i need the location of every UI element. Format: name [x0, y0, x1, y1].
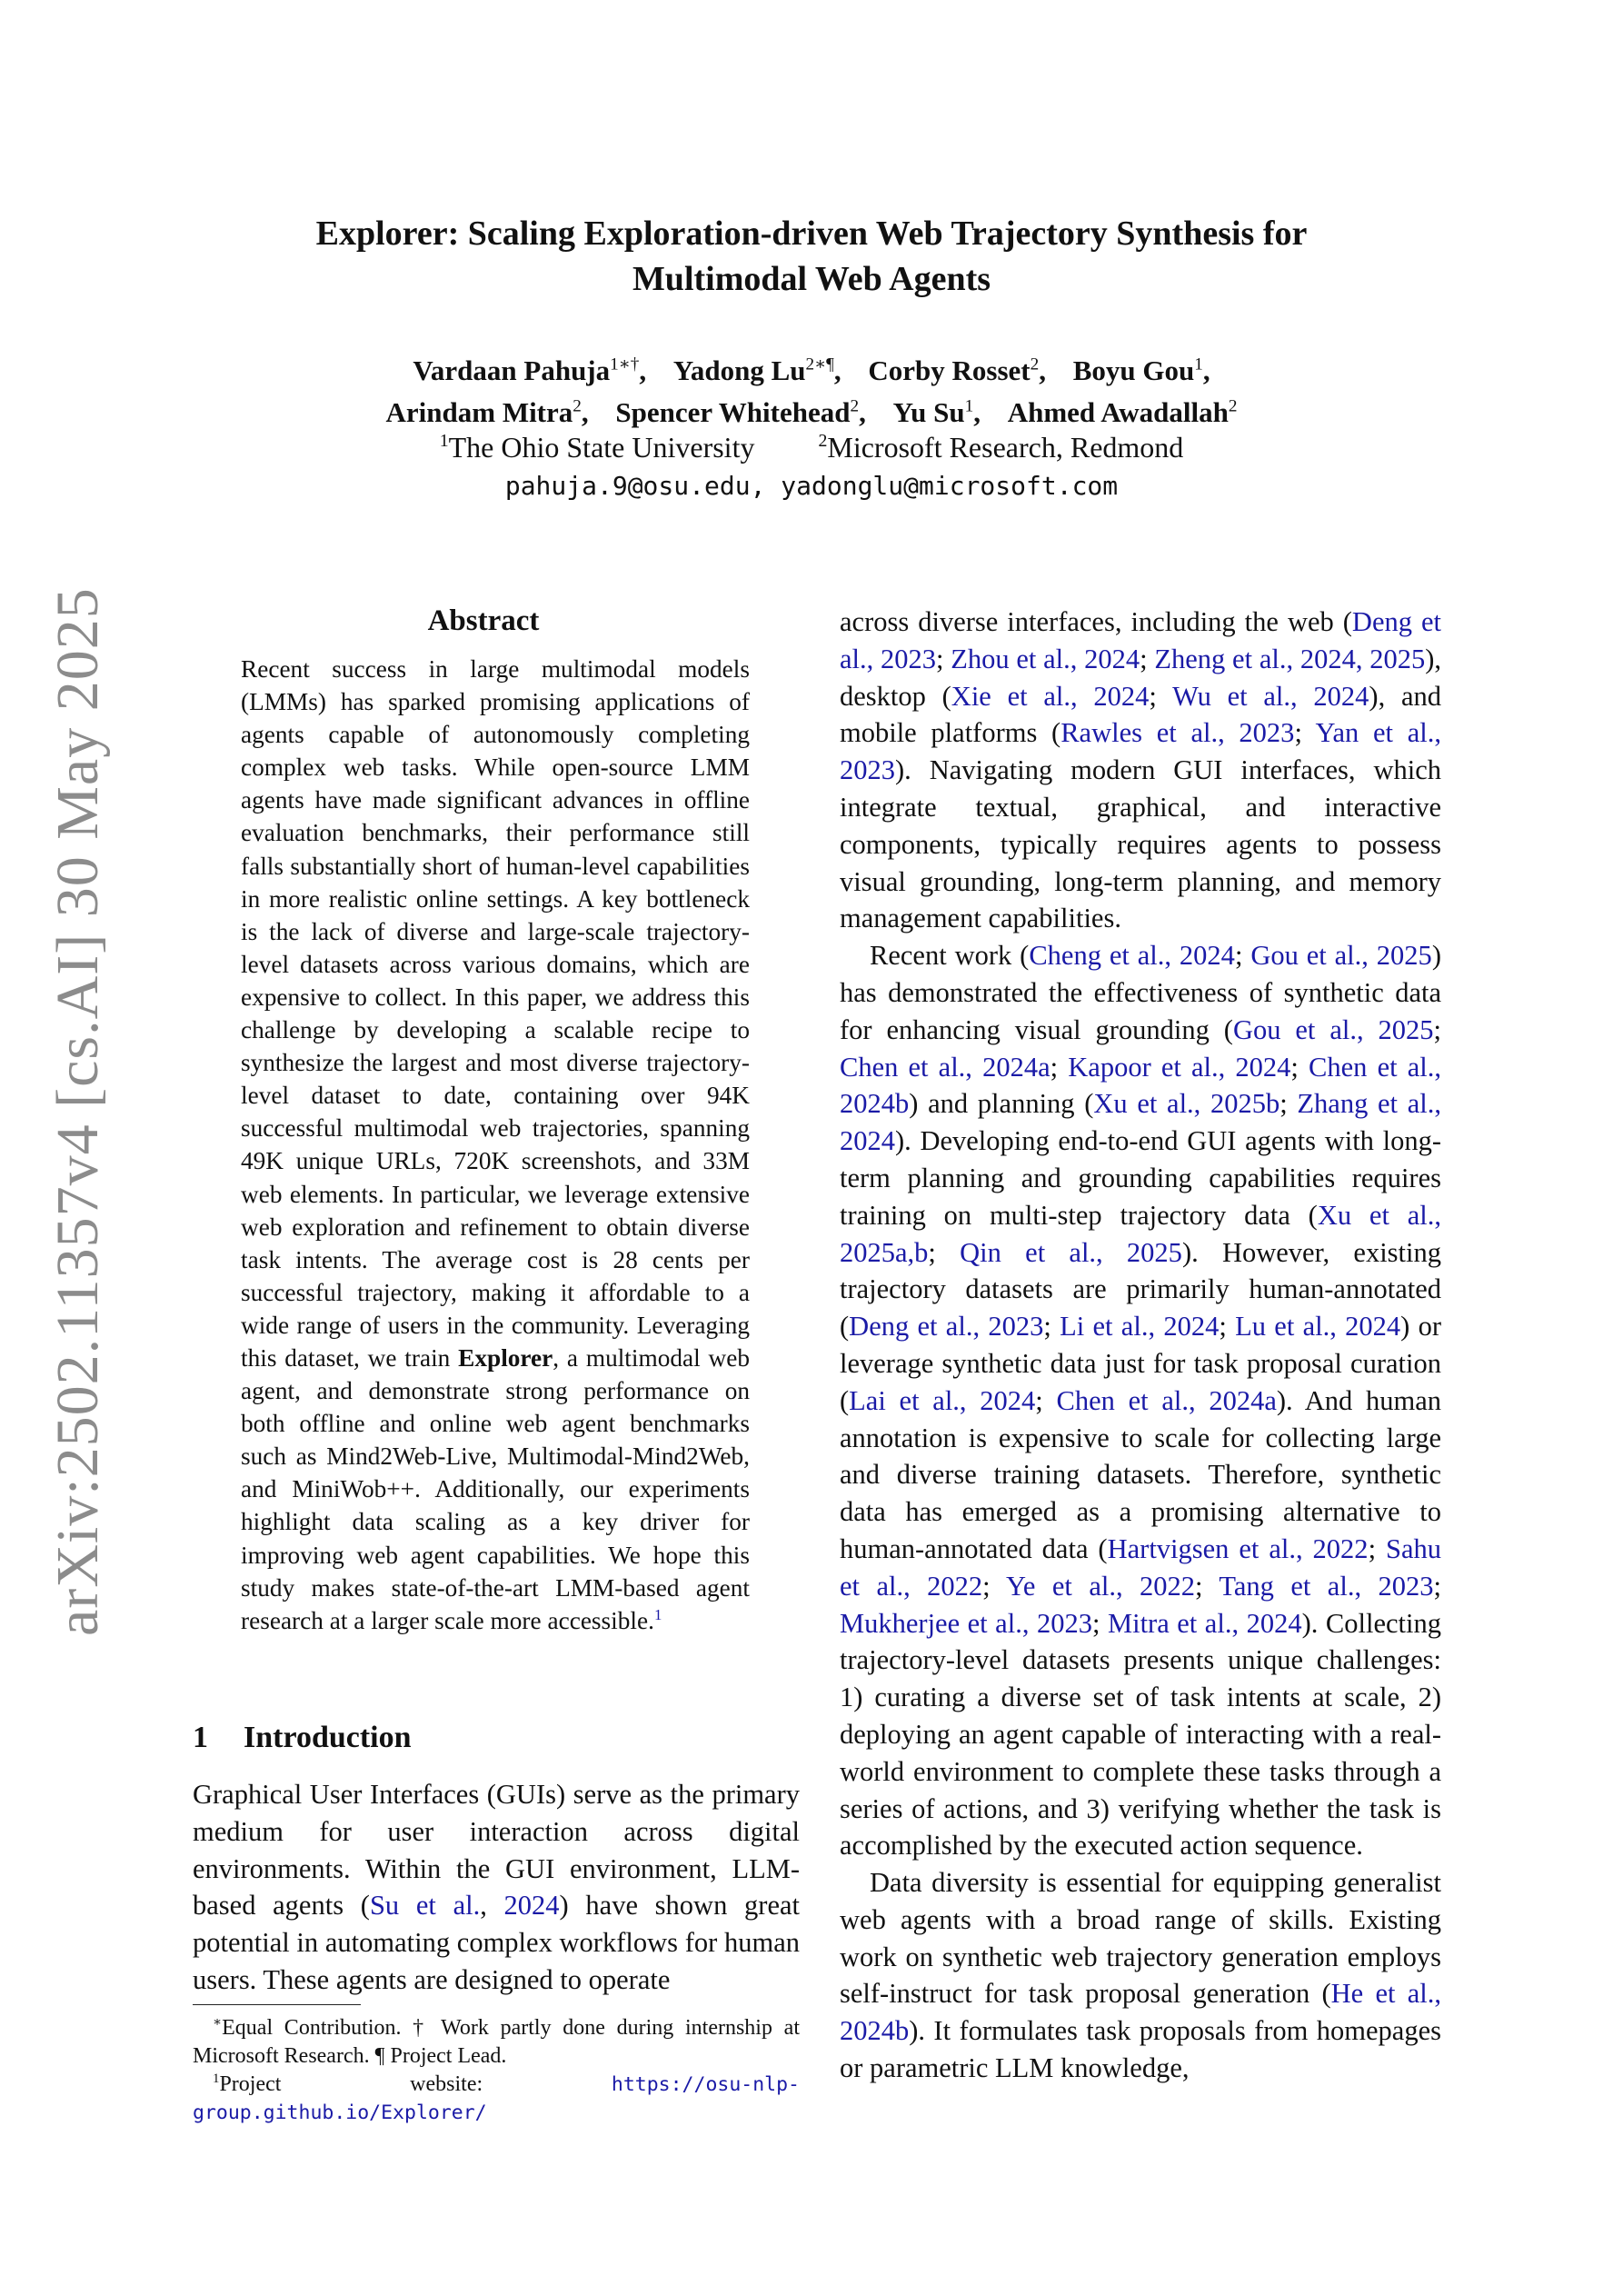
citation-link[interactable]: Xu et al., 2025b	[1093, 1088, 1280, 1120]
citation-link[interactable]: Deng et al., 2023	[849, 1311, 1044, 1343]
citation-link[interactable]: Chen et al., 2024b	[840, 1051, 1441, 1120]
citation-link[interactable]: Sahu et al., 2022	[840, 1532, 1441, 1602]
citation-link[interactable]: Zhang et al., 2024	[840, 1088, 1441, 1157]
title-line-1: Explorer: Scaling Exploration-driven Web Trajectory Synthesis for	[315, 215, 1308, 253]
citation-link[interactable]: Lai et al., 2024	[849, 1384, 1036, 1416]
citation-link[interactable]: Ye et al., 2022	[1005, 1570, 1196, 1602]
citation-link[interactable]: Deng et al., 2023	[840, 606, 1442, 674]
abstract-heading: Abstract	[427, 604, 540, 637]
affiliations	[0, 427, 1623, 467]
right-column	[840, 604, 1441, 2087]
citation-link[interactable]: Gou et al., 2025	[1250, 940, 1432, 972]
citation-link[interactable]: Xu et al., 2025a,b	[840, 1199, 1441, 1268]
title-line-2: Multimodal Web Agents	[632, 260, 991, 298]
footnote-divider	[193, 2004, 361, 2005]
citation-link[interactable]: Mukherjee et al., 2023	[840, 1607, 1092, 1639]
citation-link[interactable]: Hartvigsen et al., 2022	[1107, 1532, 1369, 1564]
model-name: Explorer	[458, 1343, 553, 1372]
author-name: Vardaan Pahuja$^{1∗\dagger}$,	[413, 354, 647, 386]
author-name: Yadong $Lu^{2∗\P}$,	[672, 354, 841, 386]
intro-paragraph: Graphical User Interfaces (GUIs) serve as the primary medium for user interaction across digital environments. Within the GUI environment, LLM-based agents (Su et al., 2024) have shown great potential in automating complex workflows for human users. These agents are designed to operate	[193, 1779, 800, 1995]
citation-link[interactable]: Chen et al., 2024a	[1056, 1384, 1277, 1416]
author-name: Spencer Whitehead$^2$,	[615, 396, 866, 428]
citation-link[interactable]: Mitra et al., 2024	[1107, 1607, 1302, 1639]
footnote-equal-contribution: ∗Equal Contribution. † Work partly done during internship at Microsoft Research. ¶ Project Lead.	[193, 2015, 800, 2068]
citation-link[interactable]: He et al., 2024b	[840, 1978, 1441, 2047]
paper-title	[0, 211, 1623, 302]
citation-link[interactable]: Zheng et al., 2024, 2025	[1154, 643, 1426, 674]
citation-link[interactable]: Gou et al., 2025	[1232, 1013, 1434, 1045]
citation-link[interactable]: Qin et al., 2025	[960, 1236, 1182, 1268]
citation-link[interactable]: Xie et al., 2024	[951, 680, 1150, 712]
affiliation-msr: $^2$Microsoft Research, Redmond	[818, 431, 1184, 464]
project-website-link[interactable]: https://osu-nlp-group.github.io/Explorer/	[193, 2073, 800, 2124]
citation-link[interactable]: Wu et al., 2024	[1172, 680, 1369, 712]
author-name: Yu Su$^1$,	[892, 396, 981, 428]
footnote-project-website: $^1$Project website: https://osu-nlp-group.github.io/Explorer/	[193, 2071, 800, 2124]
author-list	[0, 350, 1623, 434]
affiliation-osu: $^1$The Ohio State University	[439, 431, 755, 464]
citation-link[interactable]: Chen et al., 2024a	[840, 1051, 1050, 1083]
citation-link[interactable]: Tang et al., 2023	[1219, 1570, 1434, 1602]
right-paragraph-2: Recent work (Cheng et al., 2024; Gou et al., 2025) has demonstrated the effectiveness of synthetic data for enhancing visual grounding (Gou et al., 2025; Chen et al., 2024a; Kapoor et al., 2024; Chen et al., 2024b) and planning (Xu et al., 2025b; Zhang et al., 2024). Developing end-to-end GUI agents with long-term planning and grounding capabilities requires training on multi-step trajectory data (Xu et al., 2025a,b; Qin et al., 2025). However, existing trajectory datasets are primarily human-annotated (Deng et al., 2023; Li et al., 2024; Lu et al., 2024) or leverage synthetic data just for task proposal curation (Lai et al., 2024; Chen et al., 2024a). And human annotation is expensive to scale for collecting large and diverse training datasets. Therefore, synthetic data has emerged as a promising alternative to human-annotated data (Hartvigsen et al., 2022; Sahu et al., 2022; Ye et al., 2022; Tang et al., 2023; Mukherjee et al., 2023; Mitra et al., 2024). Collecting trajectory-level datasets presents unique challenges: 1) curating a diverse set of task intents at scale, 2) deploying an agent capable of interacting with a real-world environment to complete these tasks through a series of actions, and 3) verifying whether the task is accomplished by the executed action sequence.	[840, 940, 1441, 1862]
citation-link[interactable]: Kapoor et al., 2024	[1068, 1051, 1291, 1083]
abstract-body: Recent success in large multimodal models (LMMs) has sparked promising applications of agents capable of autonomously completing complex web tasks. While open-source LMM agents have made significant advances in offline evaluation benchmarks, their performance still falls substantially short of human-level capabilities in more realistic online settings. A key bottleneck is the lack of diverse and large-scale trajectory-level datasets across various domains, which are expensive to collect. In this paper, we address this challenge by developing a scalable recipe to synthesize the largest and most diverse trajectory-level dataset to date, containing over 94K successful multimodal web trajectories, spanning 49K unique URLs, 720K screenshots, and 33M web elements. In particular, we leverage extensive web exploration and refinement to obtain diverse task intents. The average cost is 28 cents per successful trajectory, making it affordable to a wide range of users in the community. Leveraging this dataset, we train Explorer, a multimodal web agent, and demonstrate strong performance on both offline and online web agent benchmarks such as Mind2Web-Live, Multimodal-Mind2Web, and MiniWob++. Additionally, our experiments highlight data scaling as a key driver for improving web agent capabilities. We hope this study makes state-of-the-art LMM-based agent research at a larger scale more accessible.$^1$	[241, 655, 750, 1634]
citation-link[interactable]: Lu et al., 2024	[1235, 1311, 1401, 1343]
arxiv-identifier-stamp: arXiv:2502.11357v4 [cs.AI] 30 May 2025	[45, 587, 111, 1636]
section-heading-introduction: 1 Introduction	[193, 1721, 412, 1754]
author-name: Corby Rosset$^2$,	[868, 354, 1046, 386]
author-emails: pahuja.9@osu.edu, yadonglu@microsoft.com	[504, 471, 1119, 501]
citation-link[interactable]: Yan et al., 2023	[840, 717, 1441, 786]
right-paragraph-1: across diverse interfaces, including the web (Deng et al., 2023; Zhou et al., 2024; Zheng et al., 2024, 2025), desktop (Xie et al., 2024; Wu et al., 2024), and mobile platforms (Rawles et al., 2023; Yan et al., 2023). Navigating modern GUI interfaces, which integrate textual, graphical, and interactive components, typically requires agents to possess visual grounding, long-term planning, and memory management capabilities.	[840, 606, 1442, 934]
footnotes	[193, 2014, 800, 2127]
citation-link[interactable]: Rawles et al., 2023	[1060, 717, 1295, 749]
citation-link[interactable]: 2024	[503, 1890, 560, 1922]
citation-link[interactable]: Li et al., 2024	[1060, 1311, 1220, 1343]
footnote-link[interactable]: 1	[653, 1605, 662, 1623]
author-row-1	[0, 350, 1623, 392]
author-name: Ahmed Awadallah$^2$	[1007, 396, 1238, 428]
author-name: Arindam Mitra$^2$,	[385, 396, 589, 428]
author-name: Boyu Gou$^1$,	[1072, 354, 1210, 386]
citation-link[interactable]: Su et al.	[369, 1890, 481, 1922]
right-paragraph-3: Data diversity is essential for equipping generalist web agents with a broad range of skills. Existing work on synthetic web trajectory generation employs self-instruct for task proposal generation (He et al., 2024b). It formulates task proposals from homepages or parametric LLM knowledge,	[840, 1867, 1441, 2084]
citation-link[interactable]: Zhou et al., 2024	[951, 643, 1140, 674]
citation-link[interactable]: Cheng et al., 2024	[1029, 940, 1235, 972]
